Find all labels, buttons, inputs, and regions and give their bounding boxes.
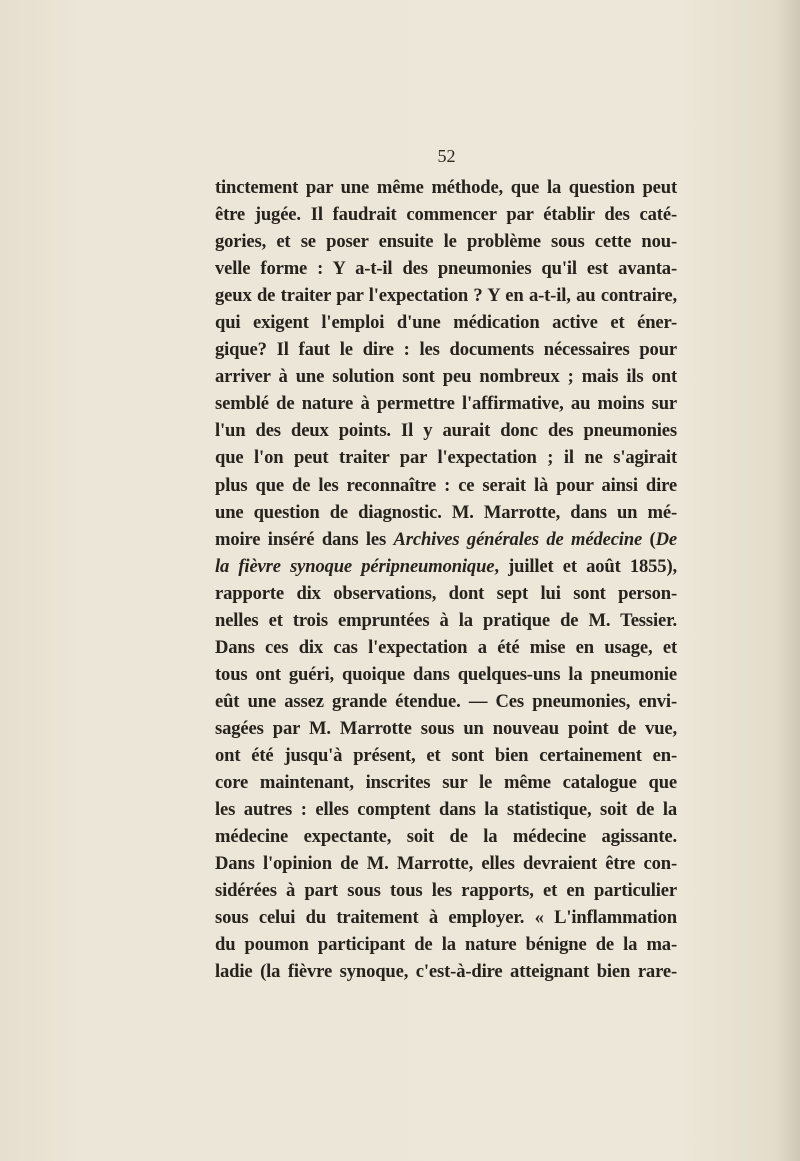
text-segment: que l'on peut traiter par l'expectation ; il ne s'agirait xyxy=(215,447,677,469)
text-line xyxy=(215,850,677,877)
text-line xyxy=(215,958,677,985)
text-line xyxy=(215,931,677,958)
page-number: 52 xyxy=(437,146,456,166)
text-line xyxy=(215,796,677,823)
text-line xyxy=(215,228,677,255)
italic-text-segment: Archives générales de médecine xyxy=(393,528,643,550)
text-segment: core maintenant, inscrites sur le même catalogue que xyxy=(215,772,677,794)
text-segment: velle forme : Y a-t-il des pneumonies qu'il est avanta- xyxy=(215,258,677,280)
text-line xyxy=(215,174,677,201)
text-segment: médecine expectante, soit de la médecine agissante. xyxy=(215,826,677,848)
text-line xyxy=(215,309,677,336)
text-segment: rapporte dix observations, dont sept lui sont person- xyxy=(215,582,677,604)
text-line xyxy=(215,877,677,904)
text-segment: arriver à une solution sont peu nombreux ; mais ils ont xyxy=(215,366,677,388)
text-segment: qui exigent l'emploi d'une médication active et éner- xyxy=(215,312,677,334)
text-line xyxy=(215,904,677,931)
text-segment: une question de diagnostic. M. Marrotte, dans un mé- xyxy=(215,501,677,523)
text-line xyxy=(215,363,677,390)
text-segment: les autres : elles comptent dans la statistique, soit de la xyxy=(215,799,677,821)
italic-text-segment: De xyxy=(655,528,677,550)
text-line xyxy=(215,769,677,796)
body-text xyxy=(215,174,677,985)
text-line xyxy=(215,823,677,850)
text-line xyxy=(215,634,677,661)
text-segment: tinctement par une même méthode, que la question peut xyxy=(215,177,677,198)
text-line xyxy=(215,661,677,688)
text-line xyxy=(215,201,677,228)
text-segment: l'un des deux points. Il y aurait donc des pneumonies xyxy=(215,420,677,442)
text-segment: sagées par M. Marrotte sous un nouveau point de vue, xyxy=(215,717,677,739)
text-line xyxy=(215,417,677,444)
text-line xyxy=(215,553,677,580)
text-line xyxy=(215,444,677,471)
text-line xyxy=(215,499,677,526)
text-segment: semblé de nature à permettre l'affirmative, au moins sur xyxy=(215,393,677,415)
text-line xyxy=(215,688,677,715)
text-segment: gories, et se poser ensuite le problème sous cette nou- xyxy=(215,231,677,253)
text-line xyxy=(215,472,677,499)
text-line xyxy=(215,282,677,309)
text-segment: tous ont guéri, quoique dans quelques-uns la pneumonie xyxy=(215,663,677,685)
text-segment: moire inséré dans les xyxy=(215,528,394,550)
text-line xyxy=(215,580,677,607)
text-segment: nelles et trois empruntées à la pratique de M. Tessier. xyxy=(215,609,677,631)
text-segment: geux de traiter par l'expectation ? Y en a-t-il, au contraire, xyxy=(215,285,677,307)
text-line xyxy=(215,336,677,363)
text-line xyxy=(215,390,677,417)
text-segment: Dans l'opinion de M. Marrotte, elles devraient être con- xyxy=(215,853,677,875)
text-segment: sous celui du traitement à employer. « L'inflammation xyxy=(215,907,677,929)
text-segment: être jugée. Il faudrait commencer par établir des caté- xyxy=(215,204,677,226)
text-segment: , juillet et août 1855), xyxy=(494,555,677,577)
text-segment: plus que de les reconnaître : ce serait là pour ainsi dire xyxy=(215,474,677,496)
text-line xyxy=(215,715,677,742)
text-line xyxy=(215,526,677,553)
text-segment: ladie (la fièvre synoque, c'est-à-dire atteignant bien rare- xyxy=(215,961,677,983)
text-line xyxy=(215,607,677,634)
italic-text-segment: la fièvre synoque péripneumonique xyxy=(215,555,495,577)
text-line xyxy=(215,255,677,282)
text-segment: gique? Il faut le dire : les documents nécessaires pour xyxy=(215,339,677,361)
text-segment: eût une assez grande étendue. — Ces pneumonies, envi- xyxy=(215,690,677,712)
text-segment: ( xyxy=(642,528,656,550)
text-segment: Dans ces dix cas l'expectation a été mise en usage, et xyxy=(215,636,677,658)
text-segment: sidérées à part sous tous les rapports, et en particulier xyxy=(215,880,677,902)
text-line xyxy=(215,742,677,769)
text-segment: du poumon participant de la nature bénigne de la ma- xyxy=(215,934,677,956)
text-segment: ont été jusqu'à présent, et sont bien certainement en- xyxy=(215,744,677,766)
